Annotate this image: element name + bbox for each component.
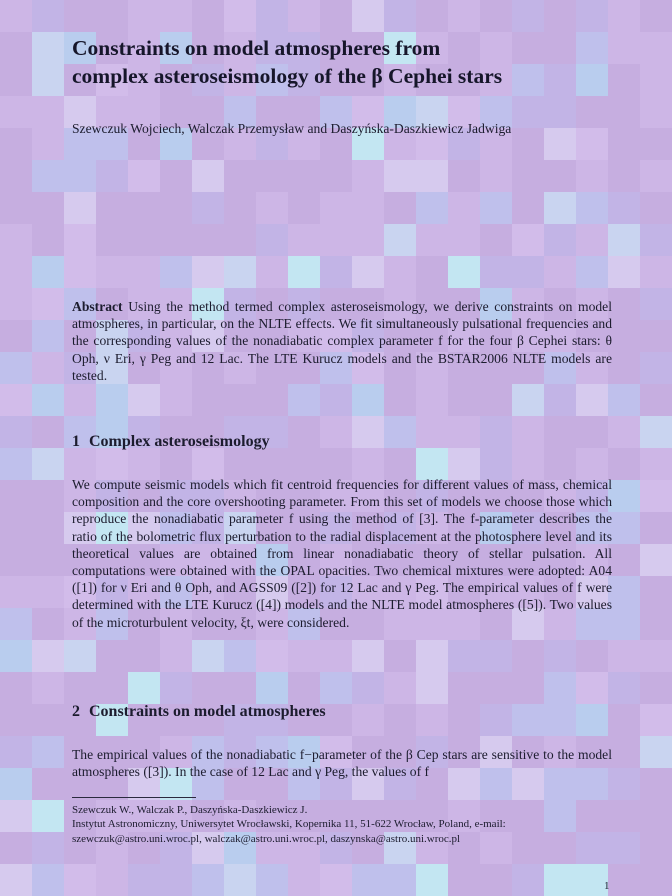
title-line-1: Constraints on model atmospheres from bbox=[72, 36, 441, 60]
section-1-title: Complex asteroseismology bbox=[89, 433, 270, 450]
footnote-authors: Szewczuk W., Walczak P., Daszyńska-Daszkiewicz J. bbox=[72, 804, 308, 816]
section-1-body: We compute seismic models which fit centroid frequencies for different values of mass, chemical composition and the core overshooting parameter. From this set of models we choose those which reproduce the nonadiabatic parameter f using the method of [3]. The f-parameter describes the ratio of the bolometric flux perturbation to the radial displacement at the photosphere level and its theoretical values are obtained from linear nonadiabatic theory of stellar pulsation. All computations were obtained with the OPAL opacities. Two chemical mixtures were adopted: A04 ([1]) for ν Eri and θ Oph, and AGSS09 ([2]) for 12 Lac and γ Peg. The empirical values of f were determined with the LTE Kurucz ([4]) models and the NLTE model atmospheres ([5]). Two values of the microturbulent velocity, ξt, were considered. bbox=[72, 477, 612, 630]
section-2-title: Constraints on model atmospheres bbox=[89, 703, 326, 720]
footnote-emails: szewczuk@astro.uni.wroc.pl, walczak@astro.uni.wroc.pl, daszynska@astro.uni.wroc.pl bbox=[72, 832, 461, 845]
paper-title bbox=[72, 34, 642, 90]
page-number: 1 bbox=[604, 880, 610, 892]
section-2-number: 2 bbox=[72, 703, 80, 720]
footnote-divider bbox=[72, 797, 196, 798]
title-line-2: complex asteroseismology of the β Cephei stars bbox=[72, 64, 503, 88]
section-1-heading bbox=[72, 432, 270, 452]
abstract bbox=[72, 298, 612, 384]
abstract-label: Abstract bbox=[72, 299, 123, 314]
section-1-number: 1 bbox=[72, 433, 80, 450]
author-list: Szewczuk Wojciech, Walczak Przemysław and Daszyńska-Daszkiewicz Jadwiga bbox=[72, 121, 512, 136]
abstract-text: Using the method termed complex asteroseismology, we derive constraints on model atmospheres, in particular, on the NLTE effects. We fit simultaneously pulsational frequencies and the corresponding values of the nonadiabatic complex parameter f for the four β Cephei stars: θ Oph, ν Eri, γ Peg and 12 Lac. The LTE Kurucz models and the BSTAR2006 NLTE models are tested. bbox=[72, 299, 612, 383]
section-2-body: The empirical values of the nonadiabatic f−parameter of the β Cep stars are sensitive to the model atmospheres ([3]). In the case of 12 Lac and γ Peg, the values of f bbox=[72, 747, 612, 780]
footnote bbox=[72, 803, 622, 846]
section-2-heading bbox=[72, 702, 326, 722]
footnote-affiliation: Instytut Astronomiczny, Uniwersytet Wrocławski, Kopernika 11, 51-622 Wrocław, Poland, e-mail: bbox=[72, 818, 506, 831]
